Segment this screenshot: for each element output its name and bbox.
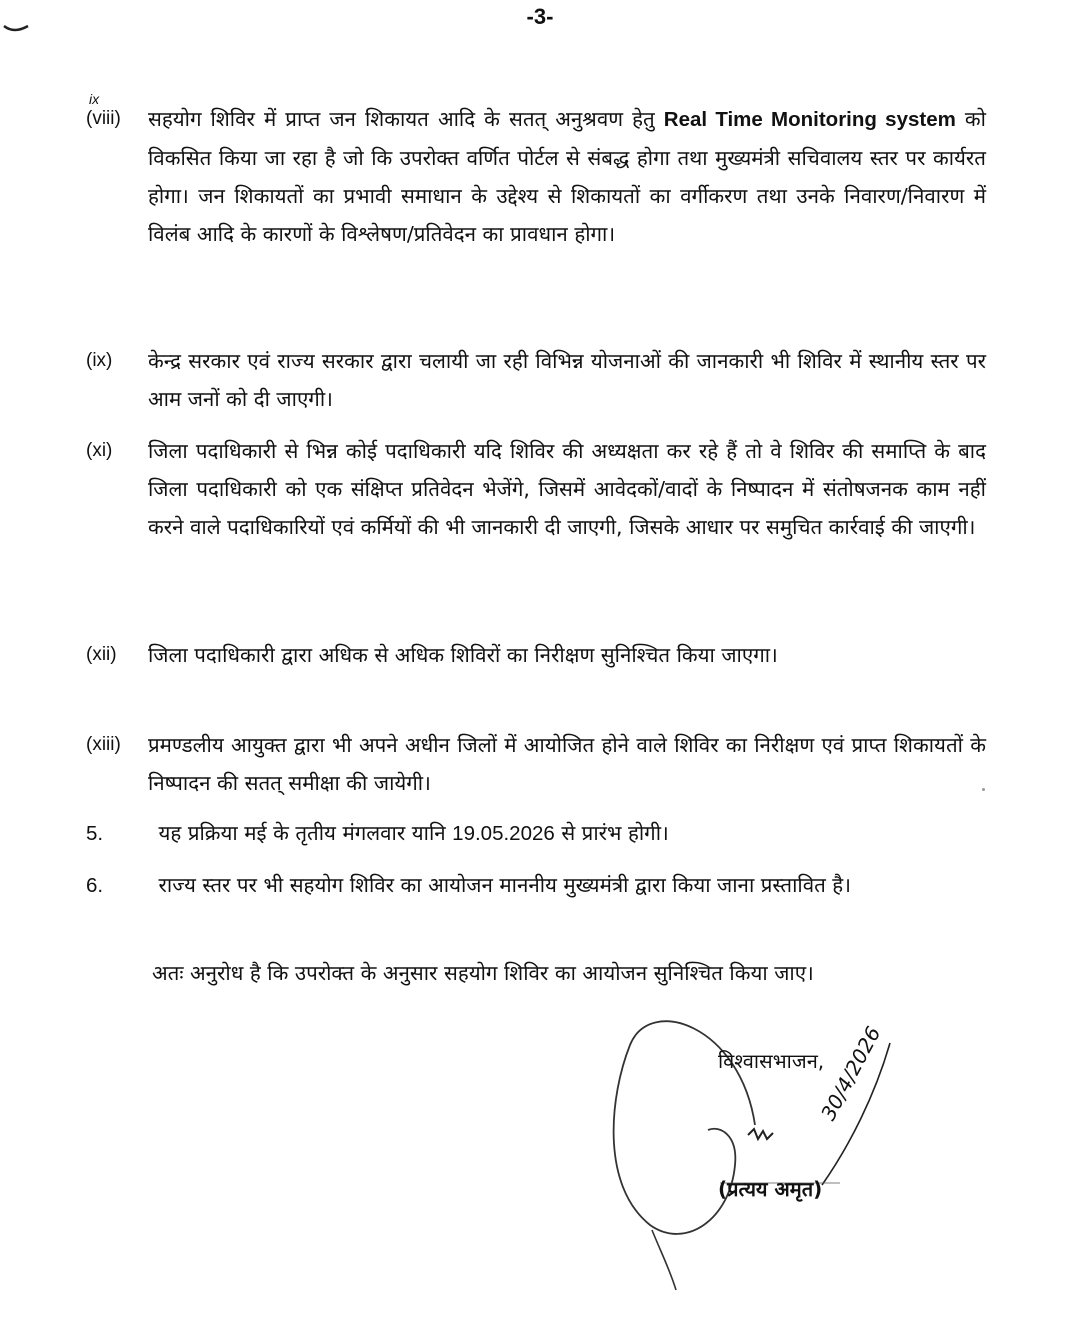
item-text: जिला पदाधिकारी द्वारा अधिक से अधिक शिविरों का निरीक्षण सुनिश्चित किया जाएगा। xyxy=(148,643,778,667)
item-text xyxy=(148,100,986,253)
item-text: केन्द्र सरकार एवं राज्य सरकार द्वारा चलायी जा रही विभिन्न योजनाओं की जानकारी भी शिविर में स्थानीय स्तर पर आम जनों को दी जाएगी। xyxy=(148,349,986,411)
handwritten-correction: ix xyxy=(89,91,100,107)
list-item xyxy=(86,342,986,418)
item-text-en: Real Time Monitoring system xyxy=(663,108,956,131)
item-text-hi: सहयोग शिविर में प्राप्त जन शिकायत आदि के सतत् अनुश्रवण हेतु xyxy=(148,107,655,131)
item-text: जिला पदाधिकारी से भिन्न कोई पदाधिकारी यदि शिविर की अध्यक्षता कर रहे हैं तो वे शिविर की समाप्ति के बाद जिला पदाधिकारी को एक संक्षिप्त प्रतिवेदन भेजेंगे, जिसमें आवेदकों/वादों के निष्पादन में संतोषजनक काम नहीं करने वाले पदाधिकारियों एवं कर्मियों की भी जानकारी दी जाएगी, जिसके आधार पर समुचित कार्रवाई की जाएगी। xyxy=(148,439,986,539)
page-number: -3- xyxy=(526,4,554,29)
paragraph-number: 5. xyxy=(86,822,104,845)
signature-date: 30/4/2026 xyxy=(816,1022,886,1125)
closing-request: अतः अनुरोध है कि उपरोक्त के अनुसार सहयोग शिविर का आयोजन सुनिश्चित किया जाए। xyxy=(152,961,814,985)
signatory-name: (प्रत्यय अमृत) xyxy=(718,1177,823,1201)
item-marker xyxy=(86,91,148,138)
item-text-rest: को विकसित किया जा रहा है जो कि उपरोक्त वर्णित पोर्टल से संबद्ध होगा तथा मुख्यमंत्री सचिवालय स्तर पर कार्यरत होगा। जन शिकायतों का प्रभावी समाधान के उद्देश्य से शिकायतों का वर्गीकरण तथा उनके निवारण/निवारण में विलंब आदि के कारणों के विश्लेषण/प्रतिवेदन का प्रावधान होगा। xyxy=(148,107,986,246)
stray-mark xyxy=(982,788,985,791)
paragraph-text: यह प्रक्रिया मई के तृतीय मंगलवार यानि xyxy=(158,821,446,845)
handwritten-signature xyxy=(590,985,970,1295)
item-text: प्रमण्डलीय आयुक्त द्वारा भी अपने अधीन जिलों में आयोजित होने वाले शिविर का निरीक्षण एवं प्राप्त शिकायतों के निष्पादन की सतत् समीक्षा की जायेगी। xyxy=(148,733,986,795)
list-item xyxy=(86,726,986,802)
item-marker: (ix) xyxy=(86,350,113,371)
item-marker: (xi) xyxy=(86,440,113,461)
item-marker: (xiii) xyxy=(86,734,121,755)
list-item xyxy=(86,91,986,253)
paragraph-text: राज्य स्तर पर भी सहयोग शिविर का आयोजन माननीय मुख्यमंत्री द्वारा किया जाना प्रस्तावित है। xyxy=(158,873,851,897)
list-item xyxy=(86,432,986,546)
corner-mark xyxy=(0,20,40,40)
paragraph-5 xyxy=(86,814,986,853)
list-item xyxy=(86,636,986,674)
signature-block xyxy=(590,985,970,1295)
item-marker: (xii) xyxy=(86,644,117,665)
paragraph-6 xyxy=(86,866,986,905)
closing-regards: विश्वासभाजन, xyxy=(718,1049,825,1073)
paragraph-number: 6. xyxy=(86,874,104,897)
paragraph-text-end: से प्रारंभ होगी। xyxy=(561,821,669,845)
start-date: 19.05.2026 xyxy=(452,822,555,845)
item-marker-label: (viii) xyxy=(86,108,121,129)
